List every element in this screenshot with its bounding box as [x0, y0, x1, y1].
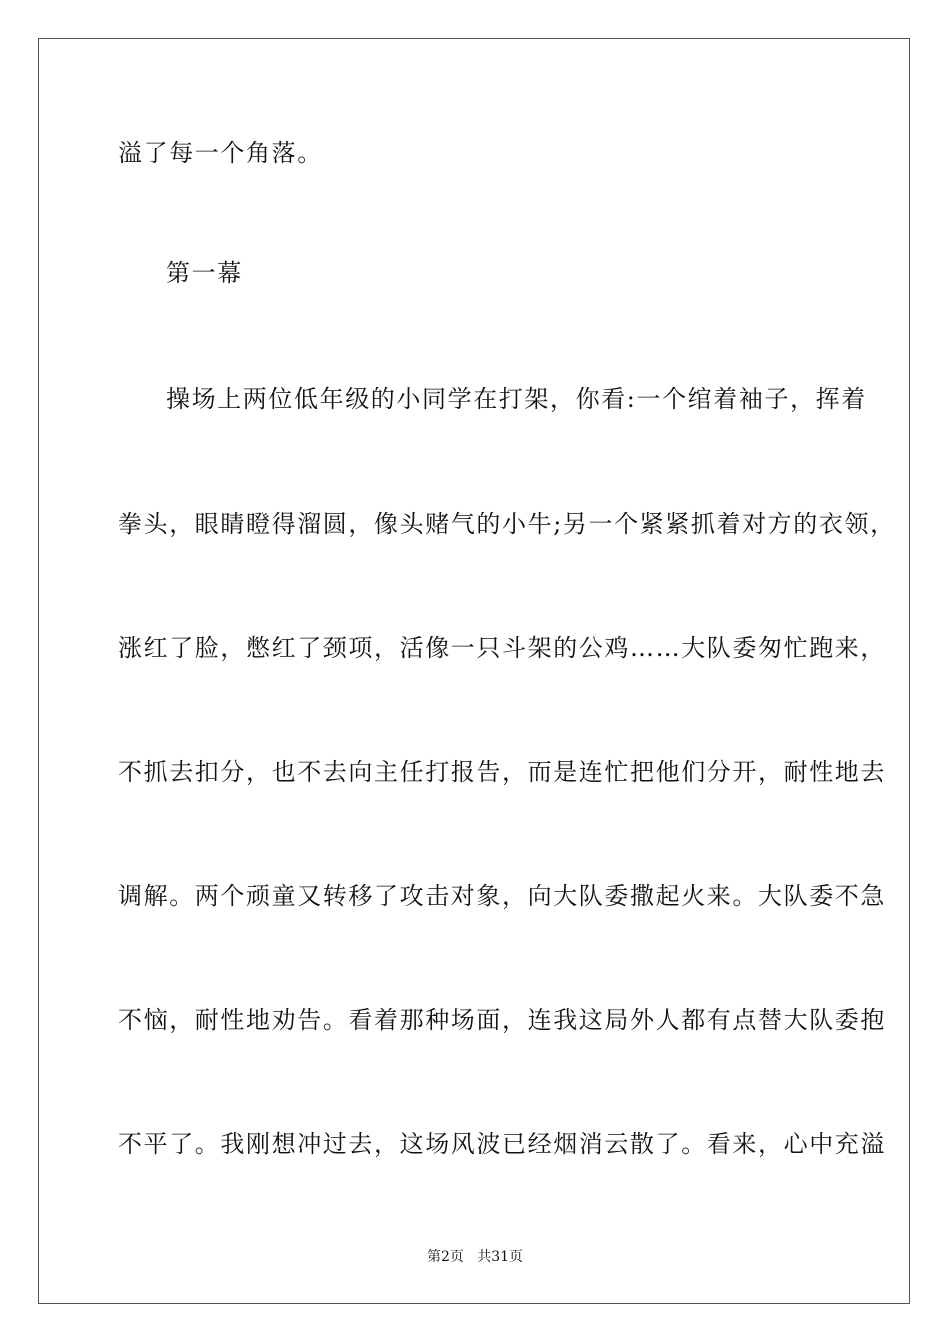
page-number-footer: 第2页 共31页	[426, 1249, 524, 1265]
text-line-8: 不恼，耐性地劝告。看着那种场面，连我这局外人都有点替大队委抱	[118, 1006, 886, 1034]
text-line-7: 调解。两个顽童又转移了攻击对象，向大队委撒起火来。大队委不急	[118, 882, 886, 910]
page-frame	[38, 38, 910, 1304]
section-heading: 第一幕	[166, 259, 243, 287]
text-line-9: 不平了。我刚想冲过去，这场风波已经烟消云散了。看来，心中充溢	[118, 1130, 886, 1158]
text-line-6: 不抓去扣分，也不去向主任打报告，而是连忙把他们分开，耐性地去	[118, 758, 886, 786]
text-line-3: 操场上两位低年级的小同学在打架，你看:一个绾着袖子，挥着	[166, 385, 867, 413]
text-line-1: 溢了每一个角落。	[118, 139, 323, 167]
text-line-4: 拳头，眼睛瞪得溜圆，像头赌气的小牛;另一个紧紧抓着对方的衣领，	[118, 510, 896, 538]
text-line-5: 涨红了脸，憋红了颈项，活像一只斗架的公鸡……大队委匆忙跑来，	[118, 634, 886, 662]
